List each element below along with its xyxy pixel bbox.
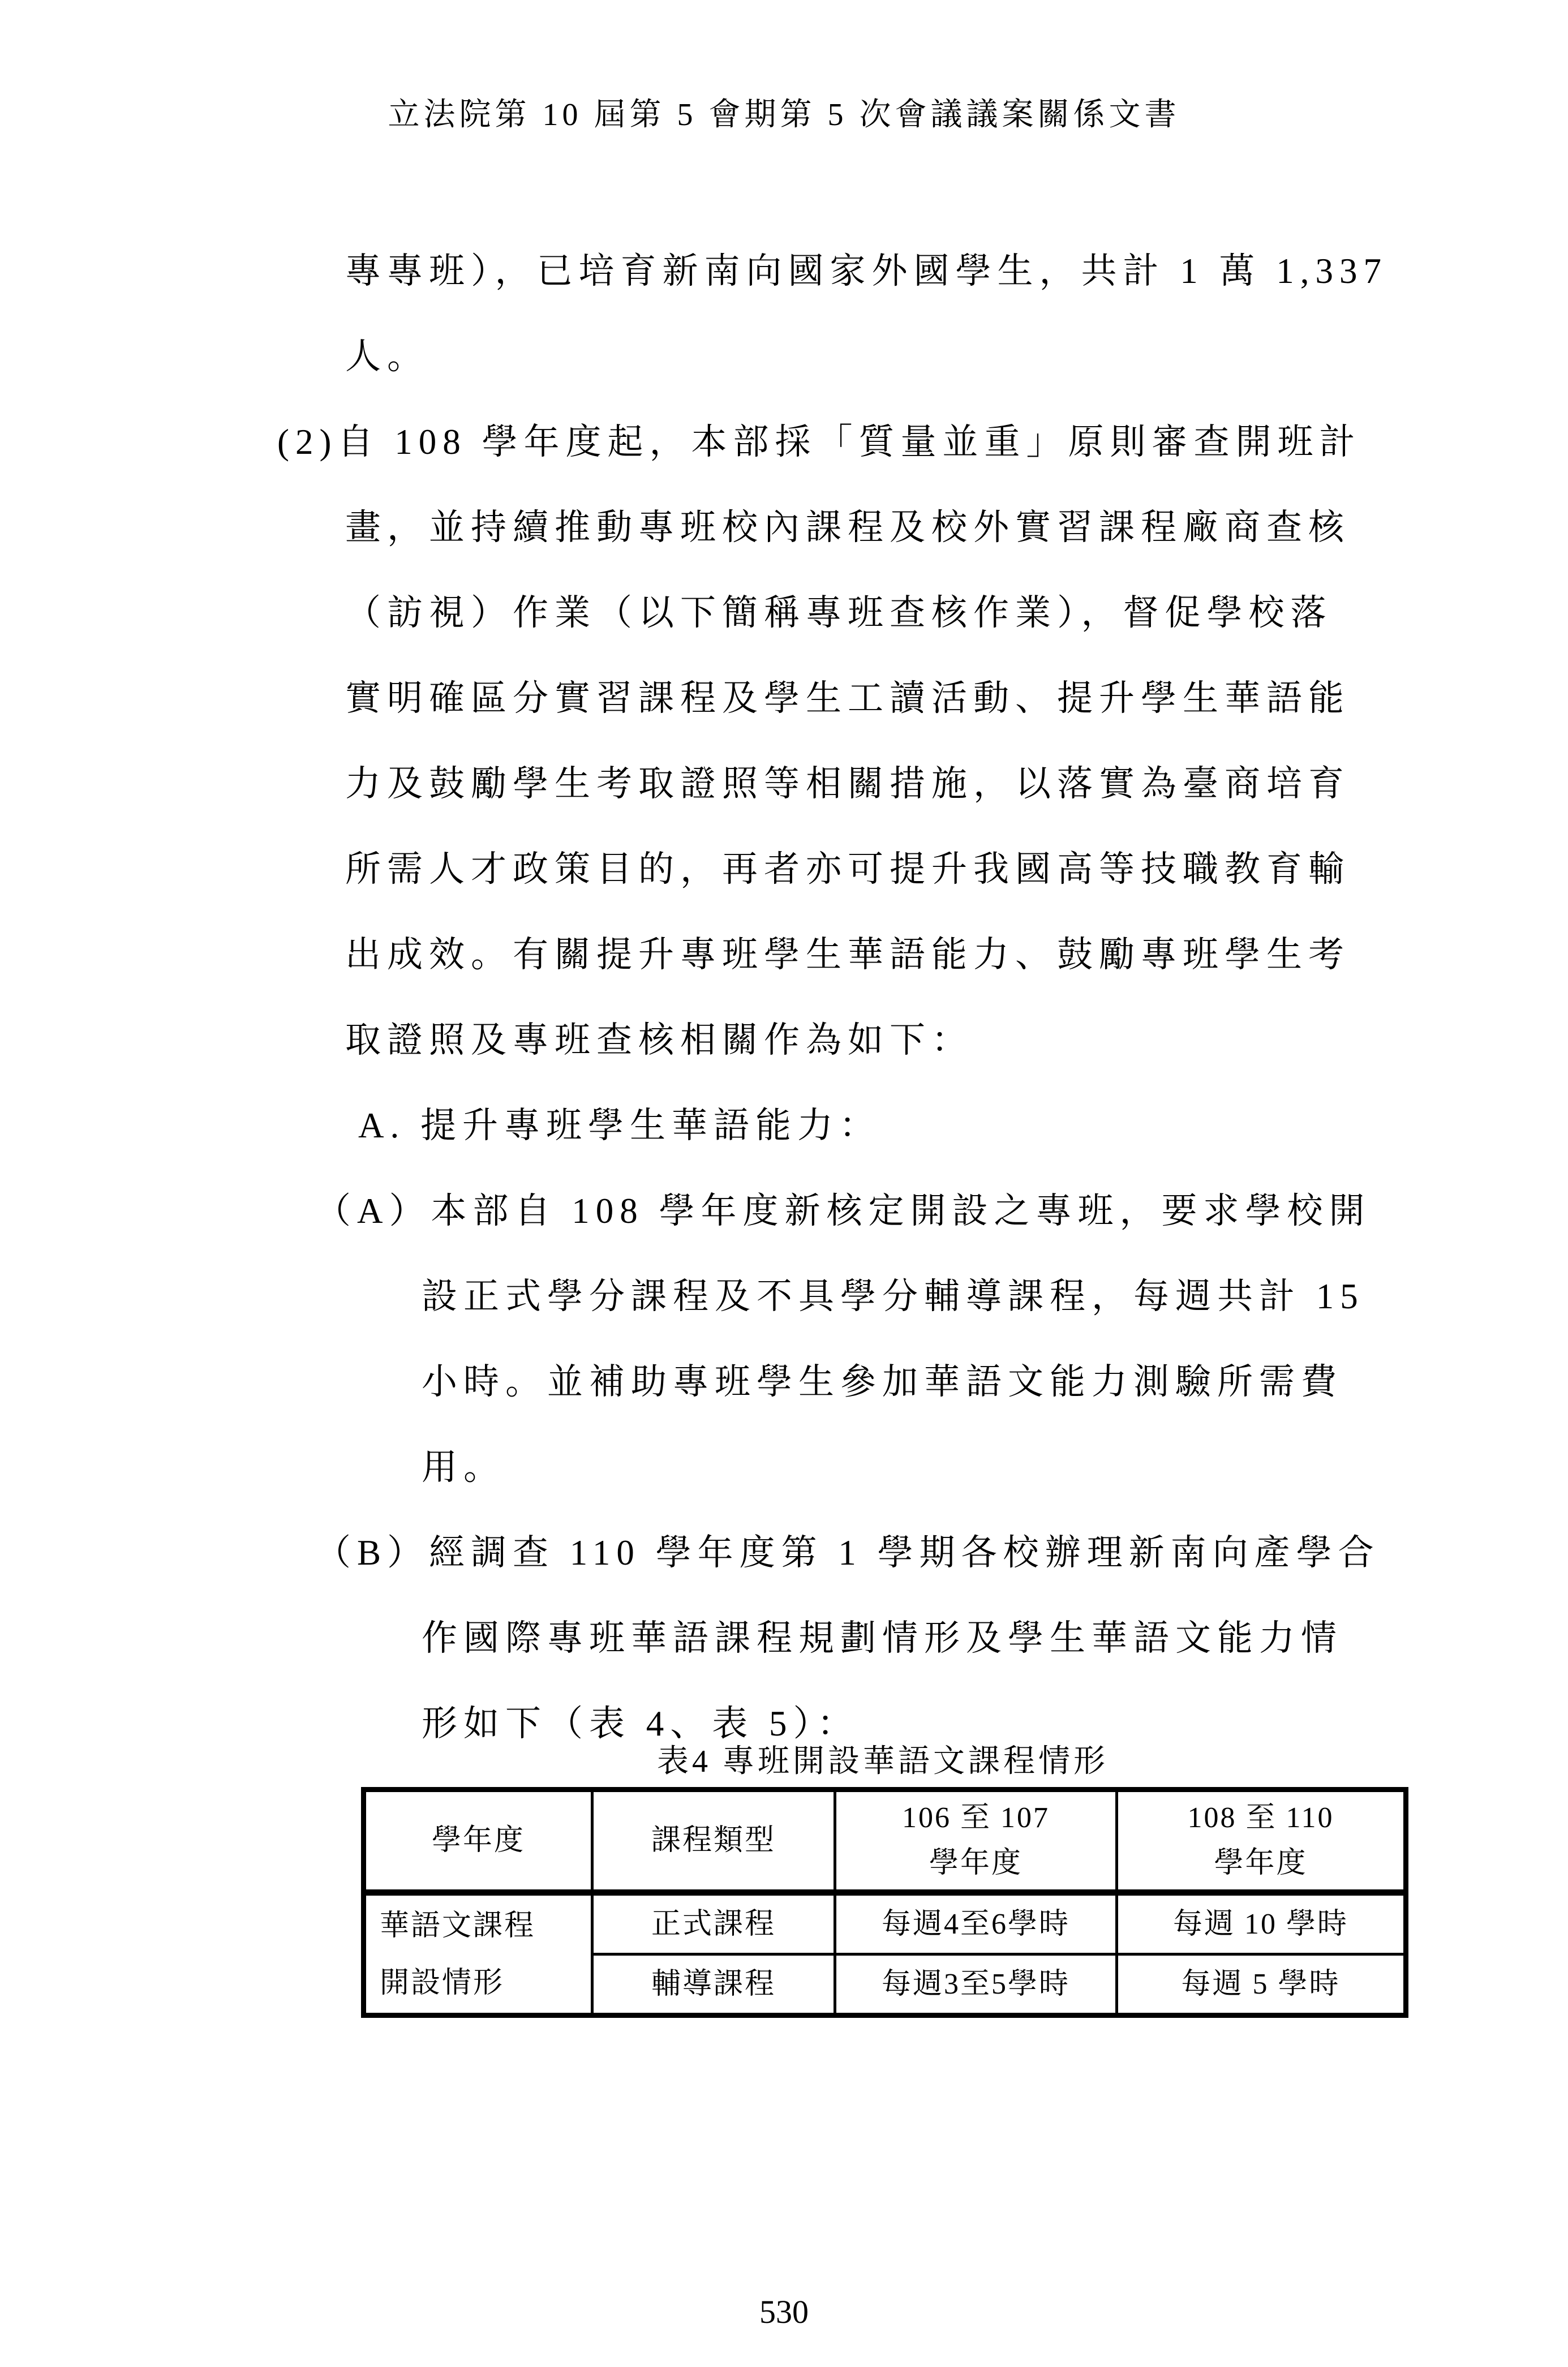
body-line: 人。 [345, 337, 429, 376]
body-line: A. 提升專班學生華語能力： [358, 1106, 881, 1145]
body-line: 出成效。有關提升專班學生華語能力、鼓勵專班學生考 [345, 935, 1350, 974]
table-header-row [364, 1790, 1406, 1893]
table-cell-text: 學年度 [929, 1847, 1023, 1879]
th-course-type: 課程類型 [592, 1790, 835, 1893]
page-number: 530 [759, 2293, 809, 2330]
table-row [364, 1893, 1406, 1954]
table-cell-text: 開設情形 [380, 1966, 505, 1999]
body-line: 設正式學分課程及不具學分輔導課程，每週共計 15 [422, 1277, 1364, 1316]
course-table [361, 1787, 1408, 2018]
th-school-year: 學年度 [364, 1790, 592, 1893]
cell-hours-108-110: 每週 5 學時 [1117, 1954, 1406, 2016]
cell-hours-108-110: 每週 10 學時 [1117, 1893, 1406, 1954]
cell-hours-106-107: 每週4至6學時 [835, 1893, 1117, 1954]
cell-course-type: 正式課程 [592, 1893, 835, 1954]
body-line: (2)自 108 學年度起，本部採「質量並重」原則審查開班計 [277, 422, 1361, 462]
body-line: （A）本部自 108 學年度新核定開設之專班，要求學校開 [315, 1191, 1371, 1231]
body-line: 小時。並補助專班學生參加華語文能力測驗所需費 [422, 1362, 1343, 1402]
body-line: 作國際專班華語課程規劃情形及學生華語文能力情 [422, 1618, 1343, 1658]
body-line: 畫，並持續推動專班校內課程及校外實習課程廠商查核 [345, 508, 1350, 547]
document-body [0, 229, 1568, 1767]
cell-course-type: 輔導課程 [592, 1954, 835, 2016]
table-cell-text: 學年度 [1214, 1847, 1308, 1879]
cell-hours-106-107: 每週3至5學時 [835, 1954, 1117, 2016]
body-line: 力及鼓勵學生考取證照等相關措施，以落實為臺商培育 [345, 764, 1350, 804]
table-cell-text: 108 至 110 [1187, 1802, 1334, 1834]
document-header: 立法院第 10 屆第 5 會期第 5 次會議議案關係文書 [388, 97, 1180, 132]
row-label-cell [364, 1893, 592, 2016]
table-cell-text: 華語文課程 [380, 1909, 536, 1942]
body-line: 用。 [422, 1447, 505, 1487]
body-line: 形如下（表 4、表 5）： [422, 1704, 859, 1743]
th-period-106-107 [835, 1790, 1117, 1893]
table-cell-text: 106 至 107 [901, 1802, 1050, 1834]
body-line: 取證照及專班查核相關作為如下： [345, 1020, 973, 1060]
body-line: （訪視）作業（以下簡稱專班查核作業），督促學校落 [345, 593, 1333, 633]
body-line: （B）經調查 110 學年度第 1 學期各校辦理新南向產學合 [315, 1533, 1380, 1573]
th-period-108-110 [1117, 1790, 1406, 1893]
body-line: 所需人才政策目的，再者亦可提升我國高等技職教育輸 [345, 849, 1350, 889]
body-line: 實明確區分實習課程及學生工讀活動、提升學生華語能 [345, 678, 1350, 718]
table-caption: 表4 專班開設華語文課程情形 [657, 1744, 1109, 1779]
body-line: 專專班），已培育新南向國家外國學生，共計 1 萬 1,337 [345, 251, 1387, 291]
